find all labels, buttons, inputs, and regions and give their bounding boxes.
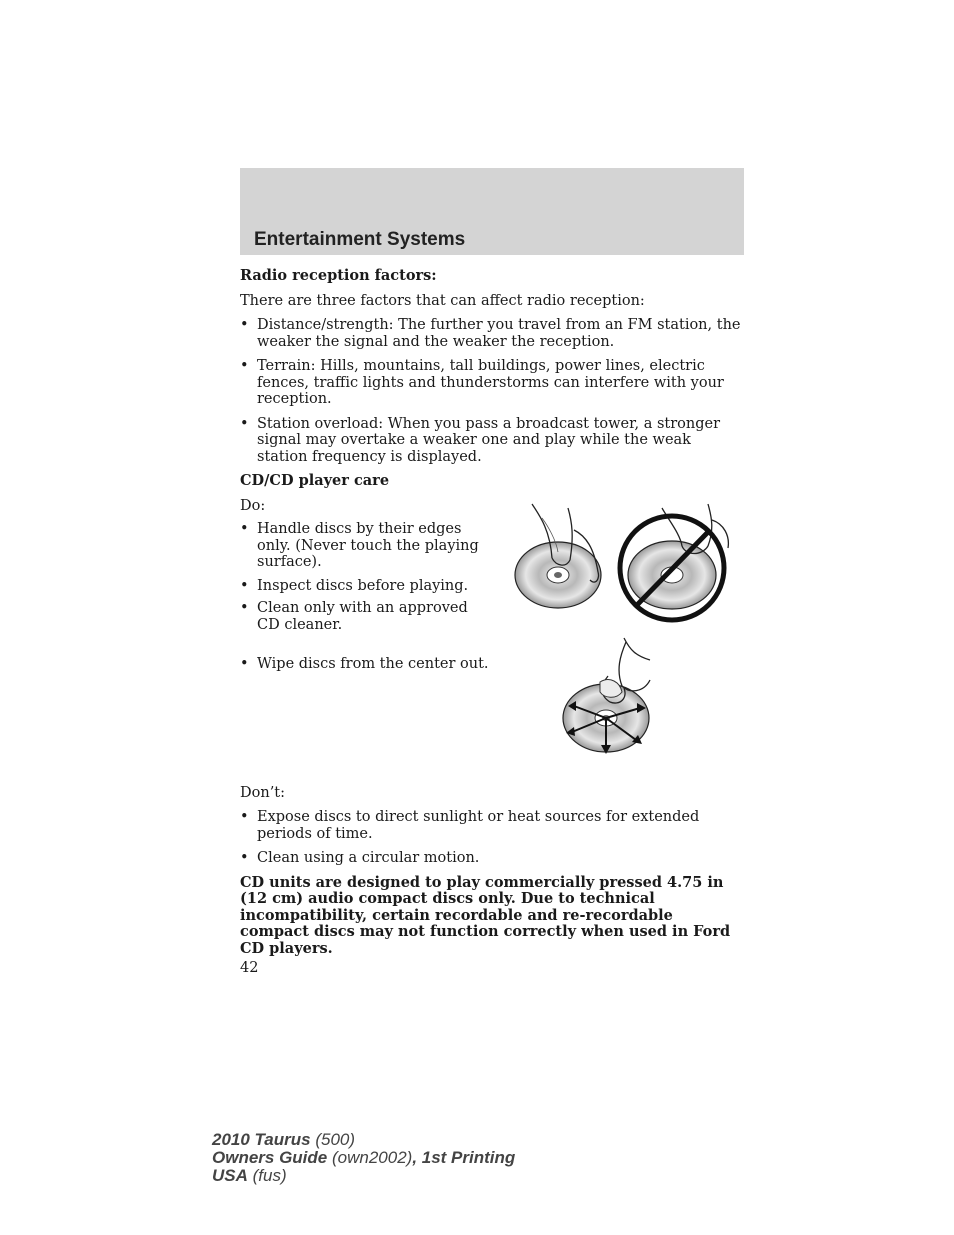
compatibility-note: CD units are designed to play commercially pressed 4.75 in (12 cm) audio compact discs only. Due to technical incompatibility, certain recordable and re-recordable compact discs may not function correctly when used in Ford CD players. xyxy=(240,873,731,957)
footer-guide-code: (own2002) xyxy=(331,1148,413,1167)
do-label: Do: xyxy=(240,497,266,514)
list-item: • Clean only with an approved CD cleaner. xyxy=(240,600,490,633)
footer-line-3 xyxy=(212,1167,515,1185)
footer-printing: , 1st Printing xyxy=(412,1148,516,1167)
cd-care-heading: CD/CD player care xyxy=(240,472,390,489)
footer-market: USA xyxy=(212,1166,248,1185)
list-item: • Station overload: When you pass a broadcast tower, a stronger signal may overtake a weaker one and play while the weak station frequency is displayed. xyxy=(240,416,744,466)
page-number: 42 xyxy=(240,960,259,976)
disc-wiping-illustration xyxy=(560,636,654,756)
footer-guide: Owners Guide xyxy=(212,1148,328,1167)
reception-intro: There are three factors that can affect radio reception: xyxy=(240,292,645,309)
footer-model: 2010 Taurus xyxy=(212,1130,311,1149)
list-item: • Clean using a circular motion. xyxy=(240,850,744,867)
disc-handling-illustration xyxy=(512,500,734,624)
section-header xyxy=(240,168,744,255)
reception-list xyxy=(240,317,744,465)
list-item: • Inspect discs before playing. xyxy=(240,578,490,595)
do-list xyxy=(240,521,490,673)
footer-model-code: (500) xyxy=(315,1130,356,1149)
dont-label: Don’t: xyxy=(240,784,286,801)
document-footer xyxy=(212,1131,515,1185)
list-item: • Distance/strength: The further you travel from an FM station, the weaker the signal and the weaker the reception. xyxy=(240,317,744,350)
list-item: • Expose discs to direct sunlight or heat sources for extended periods of time. xyxy=(240,809,744,842)
reception-heading: Radio reception factors: xyxy=(240,267,437,284)
list-item: • Wipe discs from the center out. xyxy=(240,656,490,673)
cloth-icon xyxy=(600,680,622,698)
correct-handling-icon xyxy=(515,504,601,608)
footer-market-code: (fus) xyxy=(252,1166,287,1185)
list-item: • Terrain: Hills, mountains, tall buildings, power lines, electric fences, traffic lights and thunderstorms can interfere with your reception. xyxy=(240,358,744,408)
footer-line-1 xyxy=(212,1131,515,1149)
list-item: • Handle discs by their edges only. (Never touch the playing surface). xyxy=(240,521,490,571)
footer-line-2 xyxy=(212,1149,515,1167)
dont-list xyxy=(240,809,744,867)
incorrect-handling-icon xyxy=(620,504,728,620)
section-title: Entertainment Systems xyxy=(254,229,466,250)
